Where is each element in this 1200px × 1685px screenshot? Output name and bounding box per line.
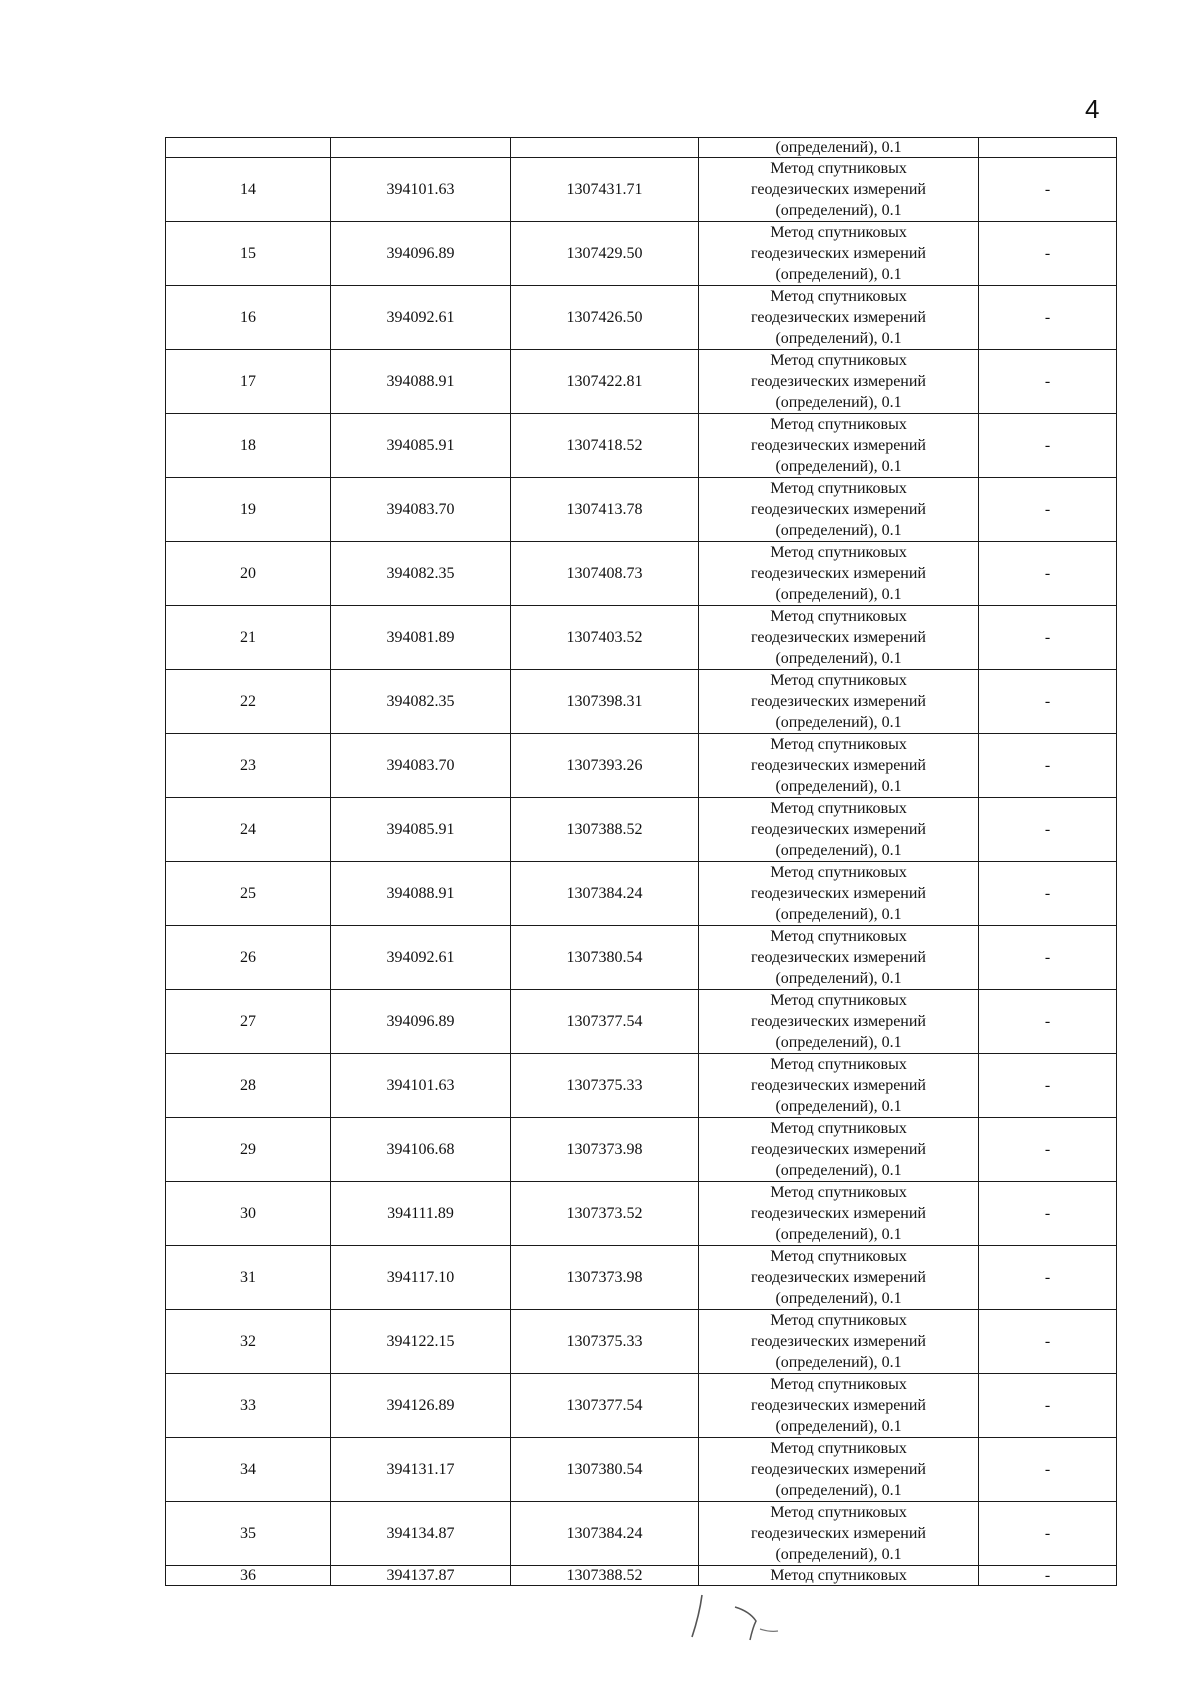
y-coordinate-cell: 1307377.54 xyxy=(511,990,699,1054)
extra-cell: - xyxy=(979,286,1117,350)
table-row xyxy=(166,1118,1117,1182)
point-number-cell: 18 xyxy=(166,414,331,478)
x-coordinate-cell: 394101.63 xyxy=(331,158,511,222)
y-coordinate-cell: 1307422.81 xyxy=(511,350,699,414)
extra-cell: - xyxy=(979,1374,1117,1438)
y-coordinate-cell: 1307413.78 xyxy=(511,478,699,542)
method-line: геодезических измерений xyxy=(751,693,926,710)
y-coordinate-cell: 1307393.26 xyxy=(511,734,699,798)
point-number-cell: 21 xyxy=(166,606,331,670)
method-cell xyxy=(699,1182,979,1246)
point-number-cell: 16 xyxy=(166,286,331,350)
x-coordinate-cell: 394111.89 xyxy=(331,1182,511,1246)
method-line: (определений), 0.1 xyxy=(775,522,902,539)
extra-cell: - xyxy=(979,862,1117,926)
method-line: Метод спутниковых xyxy=(770,1248,907,1265)
x-coordinate-cell: 394137.87 xyxy=(331,1566,511,1586)
point-number-cell: 34 xyxy=(166,1438,331,1502)
method-cell xyxy=(699,350,979,414)
x-coordinate-cell: 394096.89 xyxy=(331,222,511,286)
extra-cell: - xyxy=(979,222,1117,286)
method-line: геодезических измерений xyxy=(751,245,926,262)
point-number-cell: 26 xyxy=(166,926,331,990)
method-line: Метод спутниковых xyxy=(770,672,907,689)
y-coordinate-cell: 1307398.31 xyxy=(511,670,699,734)
point-number-cell: 36 xyxy=(166,1566,331,1586)
method-line: геодезических измерений xyxy=(751,437,926,454)
extra-cell: - xyxy=(979,478,1117,542)
method-line: Метод спутниковых xyxy=(770,1056,907,1073)
method-line: Метод спутниковых xyxy=(770,160,907,177)
extra-cell: - xyxy=(979,1438,1117,1502)
extra-cell xyxy=(979,138,1117,158)
method-line: (определений), 0.1 xyxy=(775,202,902,219)
method-cell xyxy=(699,478,979,542)
method-line: геодезических измерений xyxy=(751,565,926,582)
method-line: Метод спутниковых xyxy=(770,928,907,945)
table-row xyxy=(166,990,1117,1054)
x-coordinate-cell xyxy=(331,138,511,158)
method-line: геодезических измерений xyxy=(751,885,926,902)
y-coordinate-cell: 1307373.98 xyxy=(511,1246,699,1310)
y-coordinate-cell: 1307418.52 xyxy=(511,414,699,478)
y-coordinate-cell: 1307375.33 xyxy=(511,1054,699,1118)
method-cell xyxy=(699,1118,979,1182)
table-row xyxy=(166,414,1117,478)
point-number-cell: 28 xyxy=(166,1054,331,1118)
method-line: геодезических измерений xyxy=(751,1333,926,1350)
method-line: геодезических измерений xyxy=(751,1141,926,1158)
x-coordinate-cell: 394083.70 xyxy=(331,734,511,798)
table-row xyxy=(166,286,1117,350)
x-coordinate-cell: 394088.91 xyxy=(331,862,511,926)
method-line: геодезических измерений xyxy=(751,949,926,966)
method-line: Метод спутниковых xyxy=(770,1184,907,1201)
method-line: геодезических измерений xyxy=(751,1205,926,1222)
x-coordinate-cell: 394082.35 xyxy=(331,670,511,734)
method-cell xyxy=(699,1054,979,1118)
x-coordinate-cell: 394085.91 xyxy=(331,414,511,478)
point-number-cell: 14 xyxy=(166,158,331,222)
y-coordinate-cell: 1307388.52 xyxy=(511,1566,699,1586)
coordinates-table xyxy=(165,137,1117,1586)
table-row xyxy=(166,670,1117,734)
method-line: Метод спутниковых xyxy=(770,1440,907,1457)
y-coordinate-cell: 1307375.33 xyxy=(511,1310,699,1374)
method-line: Метод спутниковых xyxy=(770,288,907,305)
method-line: Метод спутниковых xyxy=(770,224,907,241)
y-coordinate-cell: 1307377.54 xyxy=(511,1374,699,1438)
point-number-cell: 22 xyxy=(166,670,331,734)
y-coordinate-cell: 1307384.24 xyxy=(511,862,699,926)
method-line: геодезических измерений xyxy=(751,373,926,390)
extra-cell: - xyxy=(979,670,1117,734)
table-row xyxy=(166,1310,1117,1374)
x-coordinate-cell: 394126.89 xyxy=(331,1374,511,1438)
method-cell xyxy=(699,926,979,990)
x-coordinate-cell: 394122.15 xyxy=(331,1310,511,1374)
method-cell xyxy=(699,1246,979,1310)
method-line: Метод спутниковых xyxy=(770,1120,907,1137)
handwritten-signature xyxy=(690,1585,800,1645)
y-coordinate-cell: 1307429.50 xyxy=(511,222,699,286)
method-line: геодезических измерений xyxy=(751,1397,926,1414)
point-number-cell: 30 xyxy=(166,1182,331,1246)
method-line: Метод спутниковых xyxy=(770,352,907,369)
point-number-cell xyxy=(166,138,331,158)
table-row xyxy=(166,1438,1117,1502)
point-number-cell: 25 xyxy=(166,862,331,926)
method-line: Метод спутниковых xyxy=(770,864,907,881)
y-coordinate-cell: 1307380.54 xyxy=(511,1438,699,1502)
method-line: (определений), 0.1 xyxy=(775,586,902,603)
method-line: (определений), 0.1 xyxy=(775,330,902,347)
point-number-cell: 35 xyxy=(166,1502,331,1566)
method-line: (определений), 0.1 xyxy=(775,1162,902,1179)
x-coordinate-cell: 394092.61 xyxy=(331,286,511,350)
y-coordinate-cell: 1307408.73 xyxy=(511,542,699,606)
method-cell xyxy=(699,1374,979,1438)
y-coordinate-cell: 1307403.52 xyxy=(511,606,699,670)
table-row xyxy=(166,798,1117,862)
x-coordinate-cell: 394134.87 xyxy=(331,1502,511,1566)
table-row xyxy=(166,1054,1117,1118)
table-row xyxy=(166,1246,1117,1310)
y-coordinate-cell xyxy=(511,138,699,158)
table-row xyxy=(166,158,1117,222)
method-line: (определений), 0.1 xyxy=(775,970,902,987)
table-row xyxy=(166,734,1117,798)
x-coordinate-cell: 394082.35 xyxy=(331,542,511,606)
extra-cell: - xyxy=(979,734,1117,798)
y-coordinate-cell: 1307380.54 xyxy=(511,926,699,990)
method-cell xyxy=(699,542,979,606)
y-coordinate-cell: 1307384.24 xyxy=(511,1502,699,1566)
method-line: (определений), 0.1 xyxy=(775,394,902,411)
method-line: геодезических измерений xyxy=(751,1525,926,1542)
table-row xyxy=(166,926,1117,990)
y-coordinate-cell: 1307373.52 xyxy=(511,1182,699,1246)
table-row xyxy=(166,862,1117,926)
x-coordinate-cell: 394106.68 xyxy=(331,1118,511,1182)
extra-cell: - xyxy=(979,1502,1117,1566)
table-row xyxy=(166,542,1117,606)
point-number-cell: 17 xyxy=(166,350,331,414)
method-line: геодезических измерений xyxy=(751,1461,926,1478)
method-cell: (определений), 0.1 xyxy=(699,138,979,158)
method-line: (определений), 0.1 xyxy=(775,1226,902,1243)
table-row xyxy=(166,1374,1117,1438)
method-line: геодезических измерений xyxy=(751,1269,926,1286)
extra-cell: - xyxy=(979,158,1117,222)
method-cell xyxy=(699,990,979,1054)
x-coordinate-cell: 394096.89 xyxy=(331,990,511,1054)
method-line: (определений), 0.1 xyxy=(775,458,902,475)
table-row xyxy=(166,222,1117,286)
method-cell xyxy=(699,414,979,478)
extra-cell: - xyxy=(979,542,1117,606)
method-line: (определений), 0.1 xyxy=(775,778,902,795)
method-cell xyxy=(699,1438,979,1502)
extra-cell: - xyxy=(979,606,1117,670)
point-number-cell: 33 xyxy=(166,1374,331,1438)
method-line: геодезических измерений xyxy=(751,501,926,518)
x-coordinate-cell: 394083.70 xyxy=(331,478,511,542)
method-line: (определений), 0.1 xyxy=(775,906,902,923)
method-line: Метод спутниковых xyxy=(770,800,907,817)
point-number-cell: 24 xyxy=(166,798,331,862)
method-cell xyxy=(699,158,979,222)
method-line: (определений), 0.1 xyxy=(775,1546,902,1563)
table-row-partial xyxy=(166,1566,1117,1586)
method-cell: Метод спутниковых xyxy=(699,1566,979,1586)
table-row xyxy=(166,1502,1117,1566)
method-cell xyxy=(699,1502,979,1566)
method-line: геодезических измерений xyxy=(751,821,926,838)
extra-cell: - xyxy=(979,926,1117,990)
method-line: (определений), 0.1 xyxy=(775,1354,902,1371)
method-cell xyxy=(699,862,979,926)
point-number-cell: 15 xyxy=(166,222,331,286)
method-line: геодезических измерений xyxy=(751,1077,926,1094)
point-number-cell: 20 xyxy=(166,542,331,606)
method-line: (определений), 0.1 xyxy=(775,1418,902,1435)
x-coordinate-cell: 394085.91 xyxy=(331,798,511,862)
method-line: (определений), 0.1 xyxy=(775,1290,902,1307)
method-line: Метод спутниковых xyxy=(770,992,907,1009)
x-coordinate-cell: 394081.89 xyxy=(331,606,511,670)
method-line: (определений), 0.1 xyxy=(775,1034,902,1051)
extra-cell: - xyxy=(979,798,1117,862)
table-row-continued xyxy=(166,138,1117,158)
method-line: геодезических измерений xyxy=(751,181,926,198)
x-coordinate-cell: 394117.10 xyxy=(331,1246,511,1310)
x-coordinate-cell: 394131.17 xyxy=(331,1438,511,1502)
method-line: Метод спутниковых xyxy=(770,1504,907,1521)
extra-cell: - xyxy=(979,1118,1117,1182)
method-line: (определений), 0.1 xyxy=(775,842,902,859)
method-line: геодезических измерений xyxy=(751,1013,926,1030)
page-number: 4 xyxy=(1085,94,1100,124)
point-number-cell: 19 xyxy=(166,478,331,542)
extra-cell: - xyxy=(979,1246,1117,1310)
table-row xyxy=(166,606,1117,670)
method-cell xyxy=(699,734,979,798)
x-coordinate-cell: 394092.61 xyxy=(331,926,511,990)
method-line: (определений), 0.1 xyxy=(775,1482,902,1499)
method-line: геодезических измерений xyxy=(751,309,926,326)
y-coordinate-cell: 1307388.52 xyxy=(511,798,699,862)
method-line: (определений), 0.1 xyxy=(775,714,902,731)
extra-cell: - xyxy=(979,1310,1117,1374)
method-line: Метод спутниковых xyxy=(770,416,907,433)
method-cell xyxy=(699,670,979,734)
method-line: (определений), 0.1 xyxy=(775,1098,902,1115)
extra-cell: - xyxy=(979,1566,1117,1586)
extra-cell: - xyxy=(979,1182,1117,1246)
method-line: геодезических измерений xyxy=(751,629,926,646)
method-line: Метод спутниковых xyxy=(770,736,907,753)
point-number-cell: 32 xyxy=(166,1310,331,1374)
method-line: Метод спутниковых xyxy=(770,544,907,561)
x-coordinate-cell: 394101.63 xyxy=(331,1054,511,1118)
extra-cell: - xyxy=(979,1054,1117,1118)
extra-cell: - xyxy=(979,350,1117,414)
x-coordinate-cell: 394088.91 xyxy=(331,350,511,414)
y-coordinate-cell: 1307373.98 xyxy=(511,1118,699,1182)
point-number-cell: 29 xyxy=(166,1118,331,1182)
method-cell xyxy=(699,286,979,350)
method-line: Метод спутниковых xyxy=(770,608,907,625)
y-coordinate-cell: 1307431.71 xyxy=(511,158,699,222)
method-cell xyxy=(699,1310,979,1374)
method-cell xyxy=(699,798,979,862)
table-row xyxy=(166,478,1117,542)
extra-cell: - xyxy=(979,990,1117,1054)
method-line: Метод спутниковых xyxy=(770,480,907,497)
extra-cell: - xyxy=(979,414,1117,478)
point-number-cell: 23 xyxy=(166,734,331,798)
y-coordinate-cell: 1307426.50 xyxy=(511,286,699,350)
method-line: Метод спутниковых xyxy=(770,1312,907,1329)
point-number-cell: 31 xyxy=(166,1246,331,1310)
point-number-cell: 27 xyxy=(166,990,331,1054)
table-row xyxy=(166,350,1117,414)
table-row xyxy=(166,1182,1117,1246)
method-line: Метод спутниковых xyxy=(770,1376,907,1393)
method-line: (определений), 0.1 xyxy=(775,266,902,283)
method-cell xyxy=(699,606,979,670)
method-line: (определений), 0.1 xyxy=(775,650,902,667)
method-line: геодезических измерений xyxy=(751,757,926,774)
method-cell xyxy=(699,222,979,286)
